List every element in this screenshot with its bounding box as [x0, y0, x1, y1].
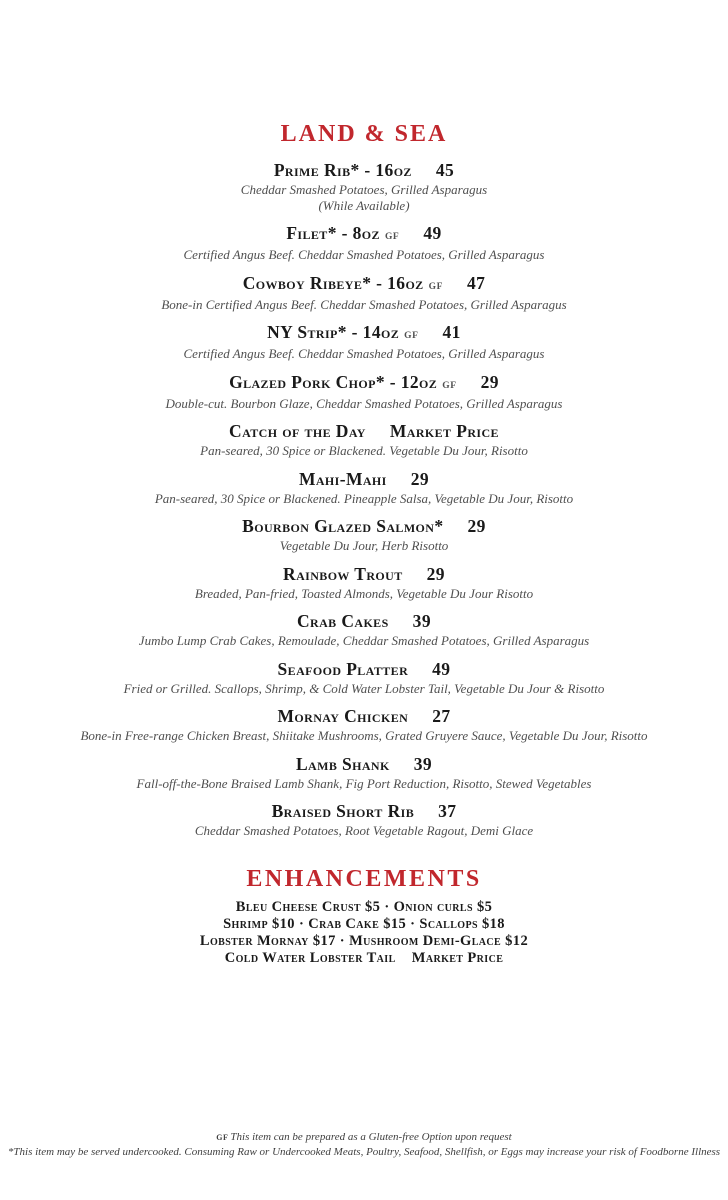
menu-items: [0, 160, 728, 839]
menu-item-heading: [0, 801, 728, 823]
menu-item-description: Bone-in Certified Angus Beef. Cheddar Smashed Potatoes, Grilled Asparagus: [161, 296, 567, 312]
menu-item-description-secondary: (While Available): [318, 197, 410, 213]
menu-item-heading: [0, 273, 728, 297]
menu-item-price: 29: [426, 563, 445, 584]
menu-item: [0, 469, 728, 507]
menu-item-price: 45: [435, 160, 455, 180]
section-title-enhancements: ENHANCEMENTS: [246, 865, 482, 892]
menu-item-name: Rainbow Trout: [283, 563, 403, 584]
gluten-free-tag: GF: [428, 281, 443, 292]
menu-item-description: Breaded, Pan-fried, Toasted Almonds, Vegetable Du Jour Risotto: [194, 585, 534, 601]
menu-item: [0, 273, 728, 313]
menu-item-heading: [0, 564, 728, 586]
menu-item-name: Seafood Platter: [277, 658, 409, 679]
gluten-free-tag: GF: [404, 331, 419, 341]
menu-item-price: 49: [432, 658, 451, 679]
undercooked-disclaimer: *This item may be served undercooked. Consuming Raw or Undercooked Meats, Poultry, Seafood, Shellfish, or Eggs may increase your risk of Foodborne Illness: [7, 1146, 721, 1158]
menu-item-name: Cowboy Ribeye* - 16oz: [242, 272, 424, 293]
menu-item: [0, 421, 728, 459]
menu-item: [0, 611, 728, 649]
menu-item-heading: [0, 372, 728, 396]
gluten-free-tag: GF: [442, 380, 457, 391]
gluten-free-tag: GF: [384, 232, 400, 242]
section-title-land-and-sea: LAND & SEA: [280, 121, 448, 147]
menu-item-name: Bourbon Glazed Salmon*: [242, 516, 444, 536]
menu-item-description: Cheddar Smashed Potatoes, Root Vegetable Ragout, Demi Glace: [194, 823, 534, 838]
menu-item-heading: [0, 659, 728, 681]
menu-item-name: Lamb Shank: [295, 753, 390, 774]
menu-item-description: Jumbo Lump Crab Cakes, Remoulade, Cheddar Smashed Potatoes, Grilled Asparagus: [138, 633, 590, 648]
menu-item-heading: [0, 611, 728, 633]
menu-item-price: 47: [467, 272, 486, 293]
menu-item-heading: [0, 421, 728, 443]
menu-item-name: Catch of the Day: [229, 421, 366, 441]
enhancement-line: Lobster Mornay $17 · Mushroom Demi-Glace $12: [199, 932, 529, 949]
gluten-free-note-text: This item can be prepared as a Gluten-free Option upon request: [230, 1131, 512, 1143]
menu-item-heading: [0, 754, 728, 776]
enhancement-line: Cold Water Lobster Tail Market Price: [224, 949, 504, 966]
menu-item-description: Certified Angus Beef. Cheddar Smashed Potatoes, Grilled Asparagus: [183, 247, 545, 262]
gluten-free-note: [0, 1130, 728, 1145]
menu-item-price: 49: [423, 223, 442, 243]
gluten-free-note-label: GF: [216, 1133, 229, 1142]
menu-item-name: Glazed Pork Chop* - 12oz: [229, 371, 438, 392]
menu-item-heading: [0, 322, 728, 346]
menu-item-name: Mornay Chicken: [277, 706, 409, 726]
menu-item: [0, 322, 728, 362]
menu-item-name: Crab Cakes: [297, 611, 389, 631]
menu-item: [0, 801, 728, 839]
menu-item-description: Fried or Grilled. Scallops, Shrimp, & Cold Water Lobster Tail, Vegetable Du Jour & Risotto: [123, 680, 605, 696]
enhancements-list: [0, 899, 728, 967]
menu-item-price: 29: [410, 468, 430, 489]
menu-item-heading: [0, 160, 728, 182]
menu-item-price: 29: [480, 371, 499, 392]
menu-item-description: Pan-seared, 30 Spice or Blackened. Vegetable Du Jour, Risotto: [200, 443, 528, 458]
menu-item-description: Vegetable Du Jour, Herb Risotto: [279, 538, 449, 553]
menu-item: [0, 754, 728, 792]
menu-item-name: Mahi-Mahi: [298, 468, 387, 489]
menu-item-description: Bone-in Free-range Chicken Breast, Shiitake Mushrooms, Grated Gruyere Sauce, Vegetable Du Jour, Risotto: [80, 728, 648, 743]
menu-item-price: 37: [438, 801, 457, 821]
menu-item-description: Fall-off-the-Bone Braised Lamb Shank, Fig Port Reduction, Risotto, Stewed Vegetables: [136, 775, 592, 791]
menu-item-name: Filet* - 8oz: [286, 223, 380, 243]
menu-item-price: 39: [412, 611, 431, 631]
menu-item: [0, 372, 728, 412]
enhancement-line: Bleu Cheese Crust $5 · Onion curls $5: [235, 898, 493, 915]
menu-item-name: Braised Short Rib: [271, 801, 415, 821]
enhancement-line: Shrimp $10 · Crab Cake $15 · Scallops $18: [223, 915, 505, 932]
menu-item: [0, 706, 728, 744]
menu-item-heading: [0, 469, 728, 491]
menu-item-price: Market Price: [389, 421, 499, 441]
menu-item-price: 29: [467, 516, 486, 536]
menu-item-price: 39: [413, 753, 433, 774]
menu-item-description: Cheddar Smashed Potatoes, Grilled Asparagus: [240, 182, 488, 197]
menu-item-name: Prime Rib* - 16oz: [273, 160, 412, 180]
menu-item-price: 41: [442, 322, 461, 342]
menu-item-price: 27: [432, 706, 451, 726]
menu-item: [0, 659, 728, 697]
menu-item-description: Double-cut. Bourbon Glaze, Cheddar Smashed Potatoes, Grilled Asparagus: [165, 395, 563, 411]
menu-item-name: NY Strip* - 14oz: [267, 322, 400, 342]
menu-item-heading: [0, 706, 728, 728]
menu-item: [0, 564, 728, 602]
menu-item: [0, 516, 728, 554]
menu-item-heading: [0, 223, 728, 247]
menu-item-heading: [0, 516, 728, 538]
menu-item-description: Certified Angus Beef. Cheddar Smashed Potatoes, Grilled Asparagus: [183, 346, 545, 361]
menu-item-description: Pan-seared, 30 Spice or Blackened. Pineapple Salsa, Vegetable Du Jour, Risotto: [154, 490, 574, 506]
menu-item: [0, 223, 728, 263]
footer-notes: [0, 1130, 728, 1160]
menu-item: [0, 160, 728, 213]
